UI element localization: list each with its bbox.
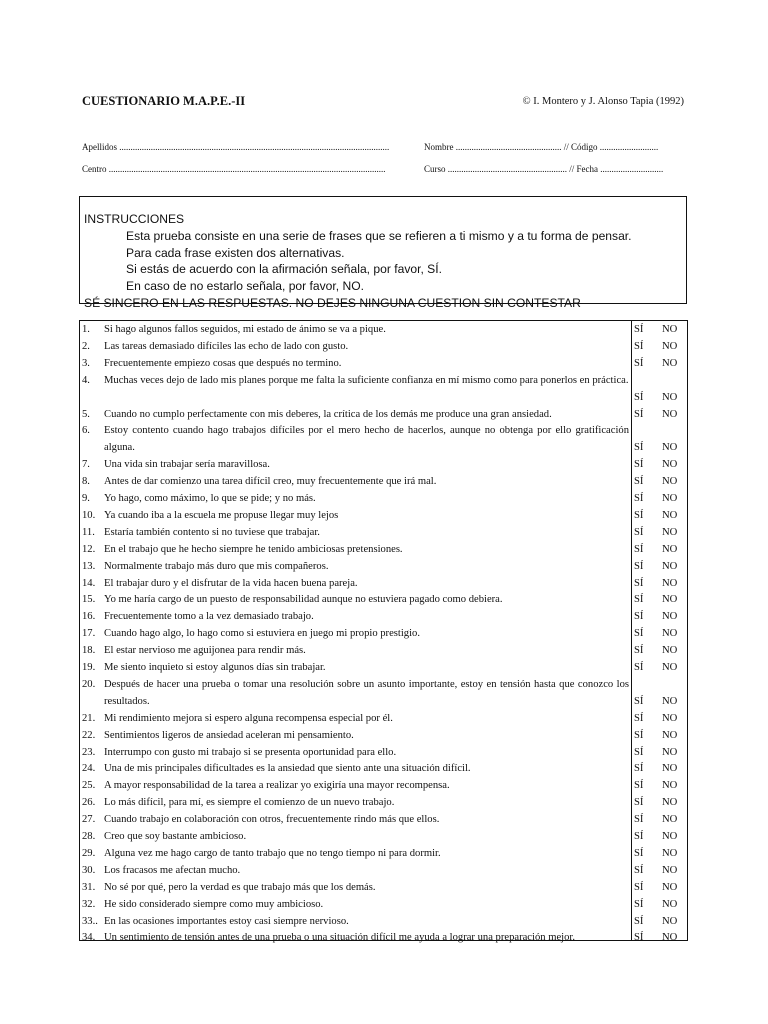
question-text: Una de mis principales dificultades es la ansiedad que siento ante una situación difícil. [104, 763, 471, 775]
answer-yes-option[interactable]: SÍ [634, 797, 644, 809]
question-number: 8. [82, 476, 90, 488]
question-number: 26. [82, 797, 96, 809]
answer-yes-option[interactable]: SÍ [634, 459, 644, 471]
question-number: 9. [82, 493, 90, 504]
question-row [82, 761, 629, 778]
question-text: El trabajar duro y el disfrutar de la vida hacen buena pareja. [104, 577, 358, 589]
answer-no-option[interactable]: NO [662, 493, 678, 504]
answer-yes-option[interactable]: SÍ [634, 594, 644, 606]
question-text: Me siento inquieto si estoy algunos días sin trabajar. [104, 662, 326, 673]
question-row [82, 576, 629, 593]
question-text: He sido considerado siempre como muy ambicioso. [104, 898, 324, 910]
question-number: 20. [82, 678, 96, 690]
question-row [82, 829, 629, 846]
question-text: Después de hacer una prueba o tomar una resolución sobre un asunto importante, estoy en tensión hasta que conozco los resultados. [104, 678, 629, 707]
question-number: 11. [82, 526, 95, 538]
answer-yes-option[interactable]: SÍ [634, 408, 644, 420]
answer-no-option[interactable]: NO [662, 509, 678, 521]
question-row [82, 474, 629, 491]
answer-yes-option[interactable]: SÍ [634, 560, 644, 572]
question-number: 4. [82, 374, 90, 386]
answer-no-option[interactable]: NO [662, 662, 678, 673]
answer-yes-option[interactable]: SÍ [634, 881, 644, 893]
instruction-line: Esta prueba consiste en una serie de frases que se refieren a ti mismo y a tu forma de pensar. [126, 228, 632, 243]
question-row [82, 643, 629, 660]
instructions-heading: INSTRUCCIONES [84, 212, 185, 226]
answer-no-option[interactable]: NO [662, 797, 678, 809]
answer-yes-option[interactable]: SÍ [634, 391, 644, 403]
question-text: Sentimientos ligeros de ansiedad aceleran mi pensamiento. [104, 729, 354, 741]
question-row [82, 609, 629, 626]
question-number: 32. [82, 898, 96, 910]
answer-yes-option[interactable]: SÍ [634, 746, 644, 758]
question-number: 17. [82, 628, 96, 640]
answer-no-option[interactable]: NO [662, 340, 678, 352]
question-number: 27. [82, 814, 96, 826]
question-number: 10. [82, 509, 96, 521]
answer-yes-option[interactable]: SÍ [634, 526, 644, 538]
question-text: Ya cuando iba a la escuela me propuse llegar muy lejos [104, 509, 339, 521]
answer-no-option[interactable]: NO [662, 594, 678, 606]
question-text: Muchas veces dejo de lado mis planes porque me falta la suficiente confianza en mí mismo como para ponerlos en práctica. [104, 374, 629, 386]
question-number: 22. [82, 729, 96, 741]
question-row [82, 863, 629, 880]
answer-no-option[interactable]: NO [662, 746, 678, 758]
question-row [82, 930, 629, 947]
answer-yes-option[interactable]: SÍ [634, 611, 644, 623]
question-row [82, 880, 629, 897]
answer-no-option[interactable]: NO [662, 459, 678, 471]
question-number: 13. [82, 560, 96, 572]
question-row [82, 525, 629, 542]
answer-no-option[interactable]: NO [662, 763, 678, 775]
answer-no-option[interactable]: NO [662, 476, 678, 488]
question-number: 25. [82, 780, 96, 792]
question-text: Yo me haría cargo de un puesto de responsabilidad aunque no estuviera pagado como debiera. [104, 594, 503, 606]
answer-no-option[interactable]: NO [662, 932, 678, 944]
question-text: En el trabajo que he hecho siempre he tenido ambiciosas pretensiones. [104, 543, 403, 555]
question-number: 31. [82, 881, 96, 893]
answer-no-option[interactable]: NO [662, 408, 678, 420]
question-number: 19. [82, 662, 96, 673]
question-text: Estoy contento cuando hago trabajos difíciles por el mero hecho de hacerlos, aunque no obtenga por ello gratificación alguna. [104, 425, 629, 454]
answer-yes-option[interactable]: SÍ [634, 493, 644, 504]
answer-no-option[interactable]: NO [662, 881, 678, 893]
answer-yes-option[interactable]: SÍ [634, 357, 644, 369]
question-row [82, 322, 629, 339]
question-number: 30. [82, 864, 96, 876]
question-row [82, 356, 629, 373]
instruction-line: Para cada frase existen dos alternativas. [126, 245, 345, 260]
answer-no-option[interactable]: NO [662, 712, 678, 724]
question-text: Cuando no cumplo perfectamente con mis deberes, la crítica de los demás me produce una gran ansiedad. [104, 408, 552, 420]
answer-yes-option[interactable]: SÍ [634, 543, 644, 555]
question-number: 6. [82, 425, 90, 437]
answer-yes-option[interactable]: SÍ [634, 662, 644, 673]
question-text: Normalmente trabajo más duro que mis compañeros. [104, 560, 329, 572]
question-row [82, 711, 629, 728]
question-text: Interrumpo con gusto mi trabajo si se presenta oportunidad para ello. [104, 746, 397, 758]
question-number: 28. [82, 831, 96, 842]
question-text: No sé por qué, pero la verdad es que trabajo más que los demás. [104, 881, 376, 893]
question-number: 2. [82, 340, 90, 352]
question-row [82, 846, 629, 863]
answer-no-option[interactable]: NO [662, 847, 678, 859]
question-text: Cuando trabajo en colaboración con otros, frecuentemente rindo más que ellos. [104, 814, 440, 826]
question-text: Si hago algunos fallos seguidos, mi estado de ánimo se va a pique. [104, 324, 386, 335]
answer-yes-option[interactable]: SÍ [634, 628, 644, 640]
question-number: 7. [82, 459, 90, 471]
question-row [82, 626, 629, 643]
answer-yes-option[interactable]: SÍ [634, 932, 644, 944]
answer-yes-option[interactable]: SÍ [634, 695, 644, 707]
answer-yes-option[interactable]: SÍ [634, 780, 644, 792]
question-row [82, 728, 629, 745]
answer-yes-option[interactable]: SÍ [634, 864, 644, 876]
answer-no-option[interactable]: NO [662, 391, 678, 403]
question-row [82, 897, 629, 914]
page-title: CUESTIONARIO M.A.P.E.-II [82, 94, 246, 108]
question-row [82, 373, 629, 390]
question-row [82, 745, 629, 762]
question-number: 15. [82, 594, 96, 606]
instructions-box [79, 196, 687, 310]
answer-yes-option[interactable]: SÍ [634, 712, 644, 724]
answer-no-option[interactable]: NO [662, 814, 678, 826]
question-row [82, 423, 629, 457]
instruction-line: Si estás de acuerdo con la afirmación señala, por favor, SÍ. [126, 262, 442, 277]
question-number: 3. [82, 357, 90, 369]
copyright-notice: © I. Montero y J. Alonso Tapia (1992) [522, 96, 684, 107]
answer-yes-option[interactable]: SÍ [634, 442, 644, 454]
question-number: 23. [82, 746, 96, 758]
answer-yes-option[interactable]: SÍ [634, 340, 644, 352]
apellidos-field[interactable]: Apellidos ........................................................................................................................ [82, 142, 390, 152]
question-text: Alguna vez me hago cargo de tanto trabajo que no tengo tiempo ni para dormir. [104, 847, 441, 859]
question-text: En las ocasiones importantes estoy casi siempre nervioso. [104, 915, 349, 927]
question-text: Mi rendimiento mejora si espero alguna recompensa especial por él. [104, 712, 393, 724]
answer-no-option[interactable]: NO [662, 915, 678, 927]
question-row [82, 559, 629, 576]
answer-yes-option[interactable]: SÍ [634, 898, 644, 910]
instruction-line: En caso de no estarlo señala, por favor, NO. [126, 279, 364, 294]
answer-no-option[interactable]: NO [662, 628, 678, 640]
answer-no-option[interactable]: NO [662, 543, 678, 555]
answer-no-option[interactable]: NO [662, 324, 678, 335]
answer-yes-option[interactable]: SÍ [634, 915, 644, 927]
answer-no-option[interactable]: NO [662, 864, 678, 876]
answer-no-option[interactable]: NO [662, 780, 678, 792]
instructions-warning: SÉ SINCERO EN LAS RESPUESTAS. NO DEJES NINGUNA CUESTION SIN CONTESTAR [84, 295, 581, 310]
question-text: Cuando hago algo, lo hago como si estuviera en juego mi propio prestigio. [104, 628, 420, 640]
question-number: 24. [82, 763, 96, 775]
question-row [82, 795, 629, 812]
question-number: 1. [82, 324, 90, 335]
answer-yes-option[interactable]: SÍ [634, 577, 644, 589]
answer-yes-option[interactable]: SÍ [634, 476, 644, 488]
answer-yes-option[interactable]: SÍ [634, 763, 644, 775]
answer-yes-option[interactable]: SÍ [634, 831, 644, 842]
question-row [82, 914, 629, 931]
question-row [82, 812, 629, 829]
question-text: Los fracasos me afectan mucho. [104, 864, 241, 876]
question-number: 18. [82, 645, 96, 657]
question-row [82, 339, 629, 356]
answer-yes-option[interactable]: SÍ [634, 814, 644, 826]
question-text: Creo que soy bastante ambicioso. [104, 831, 247, 842]
question-row [82, 660, 629, 677]
answer-no-option[interactable]: NO [662, 729, 678, 741]
question-row [82, 491, 629, 508]
answer-no-option[interactable]: NO [662, 695, 678, 707]
question-number: 21. [82, 712, 96, 724]
question-text: Lo más difícil, para mí, es siempre el comienzo de un nuevo trabajo. [104, 797, 395, 809]
answer-yes-option[interactable]: SÍ [634, 509, 644, 521]
answer-no-option[interactable]: NO [662, 442, 678, 454]
question-number: 33.. [82, 915, 98, 927]
questions-table [79, 320, 688, 944]
answer-yes-option[interactable]: SÍ [634, 847, 644, 859]
question-text: Un sentimiento de tensión antes de una prueba o una situación difícil me ayuda a lograr una preparación mejor. [104, 932, 575, 944]
column-divider [631, 321, 632, 940]
answer-no-option[interactable]: NO [662, 831, 678, 842]
answer-no-option[interactable]: NO [662, 526, 678, 538]
question-text: Yo hago, como máximo, lo que se pide; y no más. [104, 493, 316, 504]
question-text: A mayor responsabilidad de la tarea a realizar yo exigiría una mayor recompensa. [104, 780, 450, 792]
question-row [82, 508, 629, 525]
answer-no-option[interactable]: NO [662, 898, 678, 910]
question-number: 14. [82, 577, 96, 589]
question-text: El estar nervioso me aguijonea para rendir más. [104, 645, 306, 657]
answer-yes-option[interactable]: SÍ [634, 729, 644, 741]
question-number: 5. [82, 408, 90, 420]
question-row [82, 778, 629, 795]
question-text: Frecuentemente tomo a la vez demasiado trabajo. [104, 611, 314, 623]
question-row [82, 592, 629, 609]
question-number: 12. [82, 543, 96, 555]
curso-fecha-field[interactable]: Curso ..................................................... // Fecha ............................ [424, 164, 664, 174]
question-text: Estaría también contento si no tuviese que trabajar. [104, 526, 320, 538]
question-row [82, 677, 629, 711]
question-text: Frecuentemente empiezo cosas que después no termino. [104, 357, 342, 369]
question-row [82, 407, 629, 424]
answer-yes-option[interactable]: SÍ [634, 324, 644, 335]
answer-no-option[interactable]: NO [662, 357, 678, 369]
question-number: 16. [82, 611, 96, 623]
question-row [82, 542, 629, 559]
question-row [82, 457, 629, 474]
question-number: 29. [82, 847, 96, 859]
question-text: Una vida sin trabajar sería maravillosa. [104, 459, 270, 471]
answer-no-option[interactable]: NO [662, 611, 678, 623]
answer-no-option[interactable]: NO [662, 645, 678, 657]
answer-yes-option[interactable]: SÍ [634, 645, 644, 657]
nombre-codigo-field[interactable]: Nombre ............................................... // Código .......................... [424, 142, 659, 152]
centro-field[interactable]: Centro ........................................................................................................................... [82, 164, 386, 174]
question-text: Las tareas demasiado difíciles las echo de lado con gusto. [104, 340, 349, 352]
answer-no-option[interactable]: NO [662, 577, 678, 589]
question-text: Antes de dar comienzo una tarea difícil creo, muy frecuentemente que irá mal. [104, 476, 437, 488]
question-number: 34. [82, 932, 96, 944]
answer-no-option[interactable]: NO [662, 560, 678, 572]
